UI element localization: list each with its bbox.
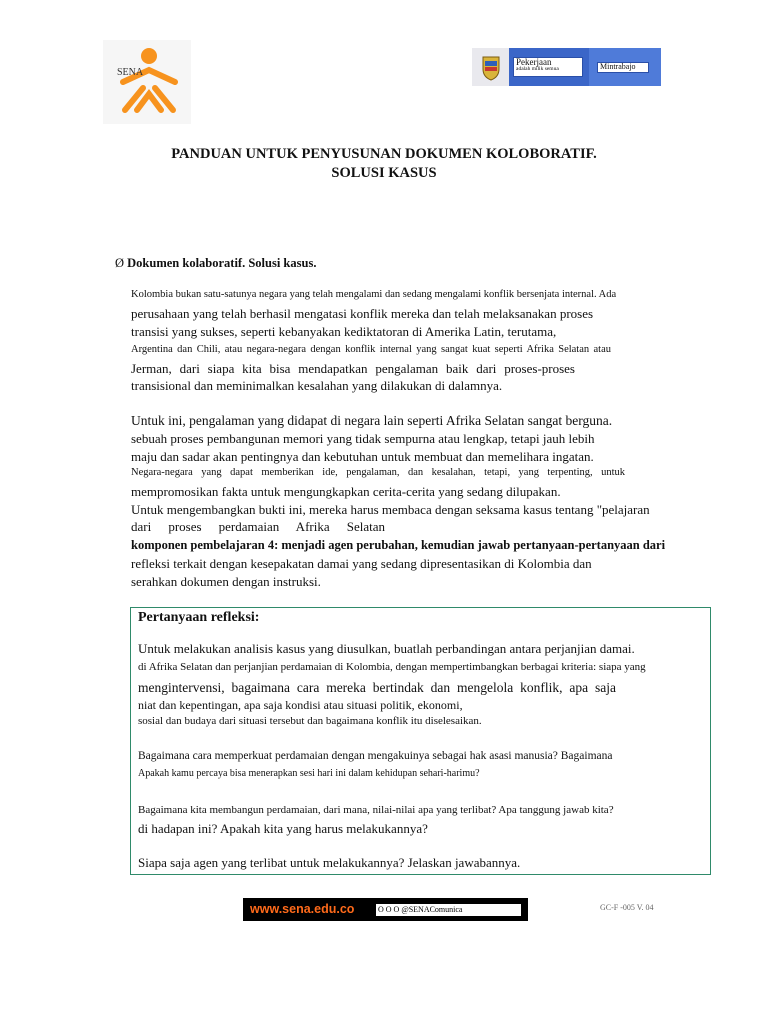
sena-logo-text: SENA — [117, 67, 144, 78]
body-line: Argentina dan Chili, atau negara-negara dengan konflik internal yang sangat kuat seperti Afrika Selatan atau — [131, 344, 611, 355]
footer-bar — [243, 898, 528, 921]
reflection-line: Siapa saja agen yang terlibat untuk melakukannya? Jelaskan jawabannya. — [138, 855, 521, 870]
title-line-2: SOLUSI KASUS — [331, 165, 437, 181]
body-line: serahkan dokumen dengan instruksi. — [131, 574, 321, 589]
reflection-line: Bagaimana cara memperkuat perdamaian dengan mengakuinya sebagai hak asasi manusia? Bagaimana — [138, 750, 613, 762]
footer-website-link[interactable]: www.sena.edu.co — [250, 902, 355, 916]
document-code: GC-F -005 V. 04 — [600, 903, 654, 912]
body-line: transisional dan meminimalkan kesalahan yang dilakukan di dalamnya. — [131, 378, 503, 393]
reflection-line: Bagaimana kita membangun perdamaian, dari mana, nilai-nilai apa yang terlibat? Apa tanggung jawab kita? — [138, 804, 614, 816]
body-line: Negara-negara yang dapat memberikan ide, pengalaman, dan kesalahan, tetapi, yang terpenting, untuk — [131, 467, 625, 478]
reflection-line: di hadapan ini? Apakah kita yang harus melakukannya? — [138, 821, 428, 836]
body-line: Untuk ini, pengalaman yang didapat di negara lain seperti Afrika Selatan sangat berguna. — [131, 413, 613, 428]
section-heading-text: Dokumen kolaboratif. Solusi kasus. — [127, 256, 317, 270]
sena-logo — [103, 40, 191, 124]
body-line: mempromosikan fakta untuk mengungkapkan cerita-cerita yang sedang dilupakan. — [131, 484, 561, 499]
section-heading — [115, 256, 316, 271]
body-line: Kolombia bukan satu-satunya negara yang telah mengalami dan sedang mengalami konflik bersenjata internal. Ada — [131, 289, 617, 300]
colombia-seal-icon — [472, 48, 509, 86]
ministry-panel — [589, 48, 661, 86]
body-line: transisi yang sukses, seperti kebanyakan kediktatoran di Amerika Latin, terutama, — [131, 324, 557, 339]
body-line: dari proses perdamaian Afrika Selatan — [131, 519, 385, 534]
body-line: maju dan sadar akan pentingnya dan kebutuhan untuk membuat dan memelihara ingatan. — [131, 449, 594, 464]
body-line: Jerman, dari siapa kita bisa mendapatkan pengalaman baik dari proses-proses — [131, 361, 575, 376]
bullet-icon: Ø — [115, 256, 125, 270]
reflection-line: Apakah kamu percaya bisa menerapkan sesi hari ini dalam kehidupan sehari-harimu? — [138, 768, 480, 779]
pekerjaan-panel — [509, 48, 589, 86]
body-line-bold: komponen pembelajaran 4: menjadi agen perubahan, kemudian jawab pertanyaan-pertanyaan dari — [131, 538, 666, 552]
title-line-1: PANDUAN UNTUK PENYUSUNAN DOKUMEN KOLOBORATIF. — [171, 146, 597, 162]
body-line: sebuah proses pembangunan memori yang tidak sempurna atau lengkap, tetapi jauh lebih — [131, 431, 595, 446]
reflection-line: mengintervensi, bagaimana cara mereka bertindak dan mengelola konflik, apa saja — [138, 680, 616, 695]
pekerjaan-subtext: adalah milik semua — [516, 66, 559, 73]
body-line: refleksi terkait dengan kesepakatan damai yang sedang dipresentasikan di Kolombia dan — [131, 556, 592, 571]
government-banner — [472, 48, 661, 86]
reflection-line: Untuk melakukan analisis kasus yang diusulkan, buatlah perbandingan antara perjanjian damai. — [138, 641, 635, 656]
sena-logo-mark — [103, 40, 191, 124]
body-line: Untuk mengembangkan bukti ini, mereka harus membaca dengan seksama kasus tentang "pelajaran — [131, 502, 650, 517]
pekerjaan-text: Pekerjaan — [516, 57, 552, 67]
body-line: perusahaan yang telah berhasil mengatasi konflik mereka dan telah melaksanakan proses — [131, 306, 594, 321]
reflection-line: niat dan kepentingan, apa saja kondisi atau situasi politik, ekonomi, — [138, 698, 463, 712]
reflection-heading: Pertanyaan refleksi: — [138, 610, 260, 625]
ministry-label: Mintrabajo — [597, 62, 649, 73]
document-title — [0, 145, 768, 183]
pekerjaan-label — [513, 57, 583, 77]
reflection-line: sosial dan budaya dari situasi tersebut dan bagaimana konflik itu diselesaikan. — [138, 715, 482, 727]
footer-social-handle: O O O @SENAComunica — [376, 904, 521, 916]
reflection-line: di Afrika Selatan dan perjanjian perdamaian di Kolombia, dengan mempertimbangkan berbagai kriteria: siapa yang — [138, 661, 646, 673]
